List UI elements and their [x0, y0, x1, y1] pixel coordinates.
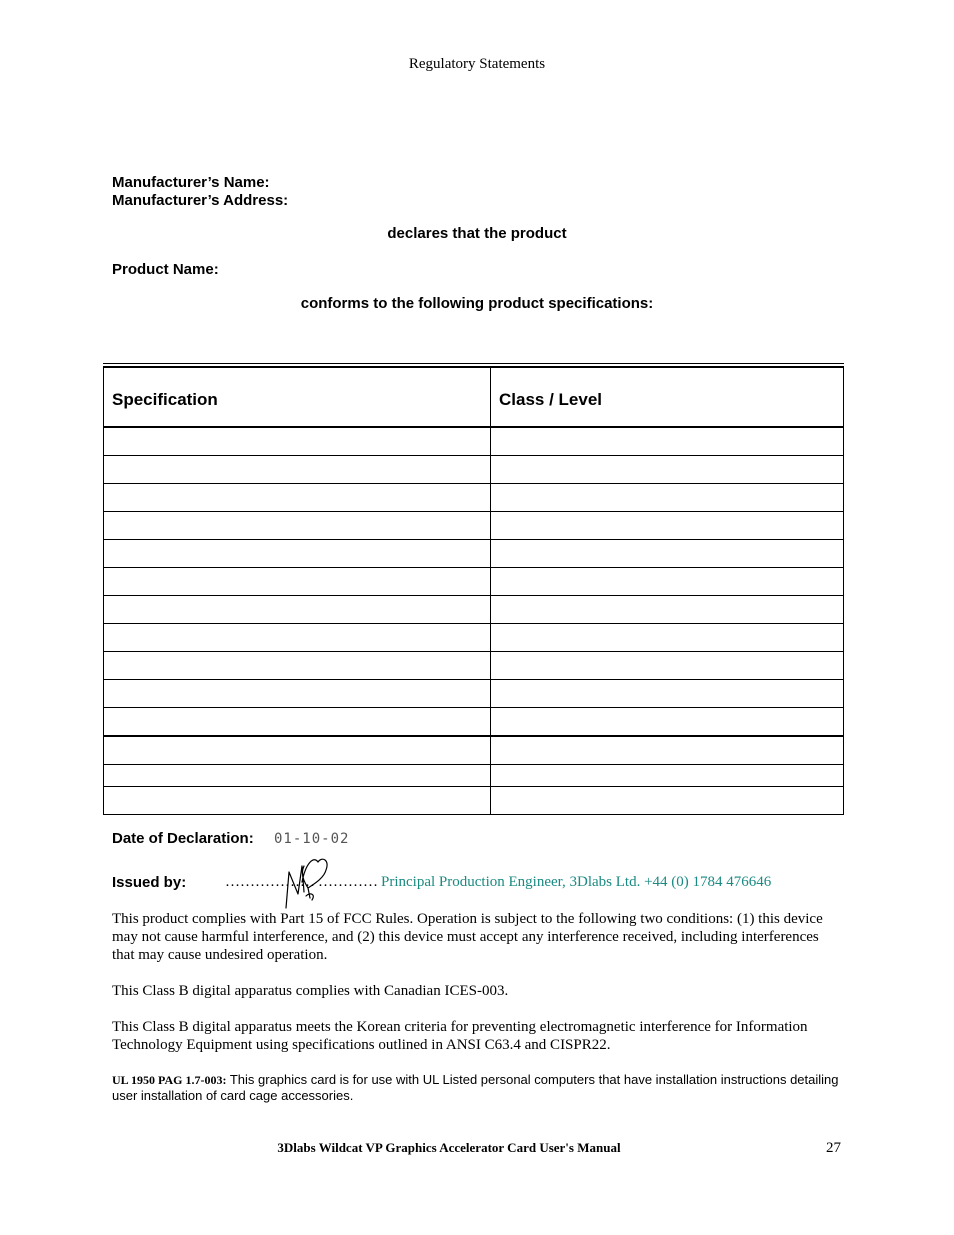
table-cell	[104, 787, 491, 815]
footer-manual-title: 3Dlabs Wildcat VP Graphics Accelerator Card User's Manual	[277, 1140, 621, 1155]
table-cell	[104, 568, 491, 596]
table-header-row	[104, 367, 844, 427]
table-cell	[491, 736, 844, 765]
table-cell	[491, 512, 844, 540]
table-cell	[104, 540, 491, 568]
conforms-text: conforms to the following product specifications:	[300, 295, 654, 312]
table-cell	[104, 736, 491, 765]
table-cell	[104, 680, 491, 708]
table-cell	[104, 484, 491, 512]
table-cell	[491, 568, 844, 596]
page-header: Regulatory Statements	[408, 56, 546, 72]
table-row	[104, 596, 844, 624]
table-cell	[104, 624, 491, 652]
table-header-class-level: Class / Level	[491, 367, 844, 427]
table-cell	[491, 680, 844, 708]
declares-text: declares that the product	[387, 225, 567, 242]
table-cell	[491, 596, 844, 624]
table-row	[104, 765, 844, 787]
issued-by-label: Issued by:	[112, 874, 187, 891]
table-row	[104, 540, 844, 568]
table-cell	[491, 624, 844, 652]
table-row	[104, 708, 844, 737]
ul-statement	[112, 1072, 842, 1104]
table-row	[104, 512, 844, 540]
table-cell	[104, 652, 491, 680]
page-number: 27	[826, 1140, 841, 1156]
date-of-declaration-value: 01-10-02	[274, 831, 350, 847]
table-cell	[104, 765, 491, 787]
table-cell	[491, 484, 844, 512]
table-row	[104, 736, 844, 765]
table-cell	[491, 765, 844, 787]
table-row	[104, 427, 844, 456]
canada-statement: This Class B digital apparatus complies with Canadian ICES-003.	[112, 983, 509, 999]
date-of-declaration-label: Date of Declaration:	[112, 830, 254, 847]
table-cell	[491, 540, 844, 568]
table-cell	[491, 708, 844, 737]
table-row	[104, 787, 844, 815]
product-name-label: Product Name:	[112, 261, 219, 278]
specification-table	[103, 366, 844, 815]
table-row	[104, 624, 844, 652]
fcc-statement: This product complies with Part 15 of FCC Rules. Operation is subject to the following two conditions: (1) this device may not cause harmful interference, and (2) this device must accept any interference received, including interferences that may cause undesired operation.	[112, 911, 823, 963]
table-row	[104, 568, 844, 596]
table-cell	[491, 456, 844, 484]
table-cell	[104, 708, 491, 737]
signer-title: Principal Production Engineer, 3Dlabs Ltd. +44 (0) 1784 476646	[381, 874, 772, 890]
ul-statement-lead: UL 1950 PAG 1.7-003:	[112, 1073, 227, 1087]
table-cell	[104, 512, 491, 540]
table-row	[104, 680, 844, 708]
table-row	[104, 456, 844, 484]
table-cell	[104, 427, 491, 456]
signature-dots-right: …………	[318, 874, 378, 890]
signature-dots-left: ………………	[225, 874, 315, 890]
manufacturer-address-label: Manufacturer’s Address:	[112, 192, 289, 209]
korea-statement: This Class B digital apparatus meets the Korean criteria for preventing electromagnetic interference for Information Technology Equipment using specifications outlined in ANSI C63.4 and CISPR22.	[112, 1019, 808, 1053]
table-row	[104, 484, 844, 512]
ul-statement-text: This graphics card is for use with UL Listed personal computers that have installation instructions detailing user installation of card cage accessories.	[112, 1072, 839, 1103]
manufacturer-name-label: Manufacturer’s Name:	[112, 174, 270, 191]
table-header-specification: Specification	[104, 367, 491, 427]
table-top-rule	[103, 363, 844, 364]
table-cell	[491, 787, 844, 815]
table-cell	[104, 596, 491, 624]
table-cell	[104, 456, 491, 484]
table-cell	[491, 652, 844, 680]
table-cell	[491, 427, 844, 456]
table-row	[104, 652, 844, 680]
